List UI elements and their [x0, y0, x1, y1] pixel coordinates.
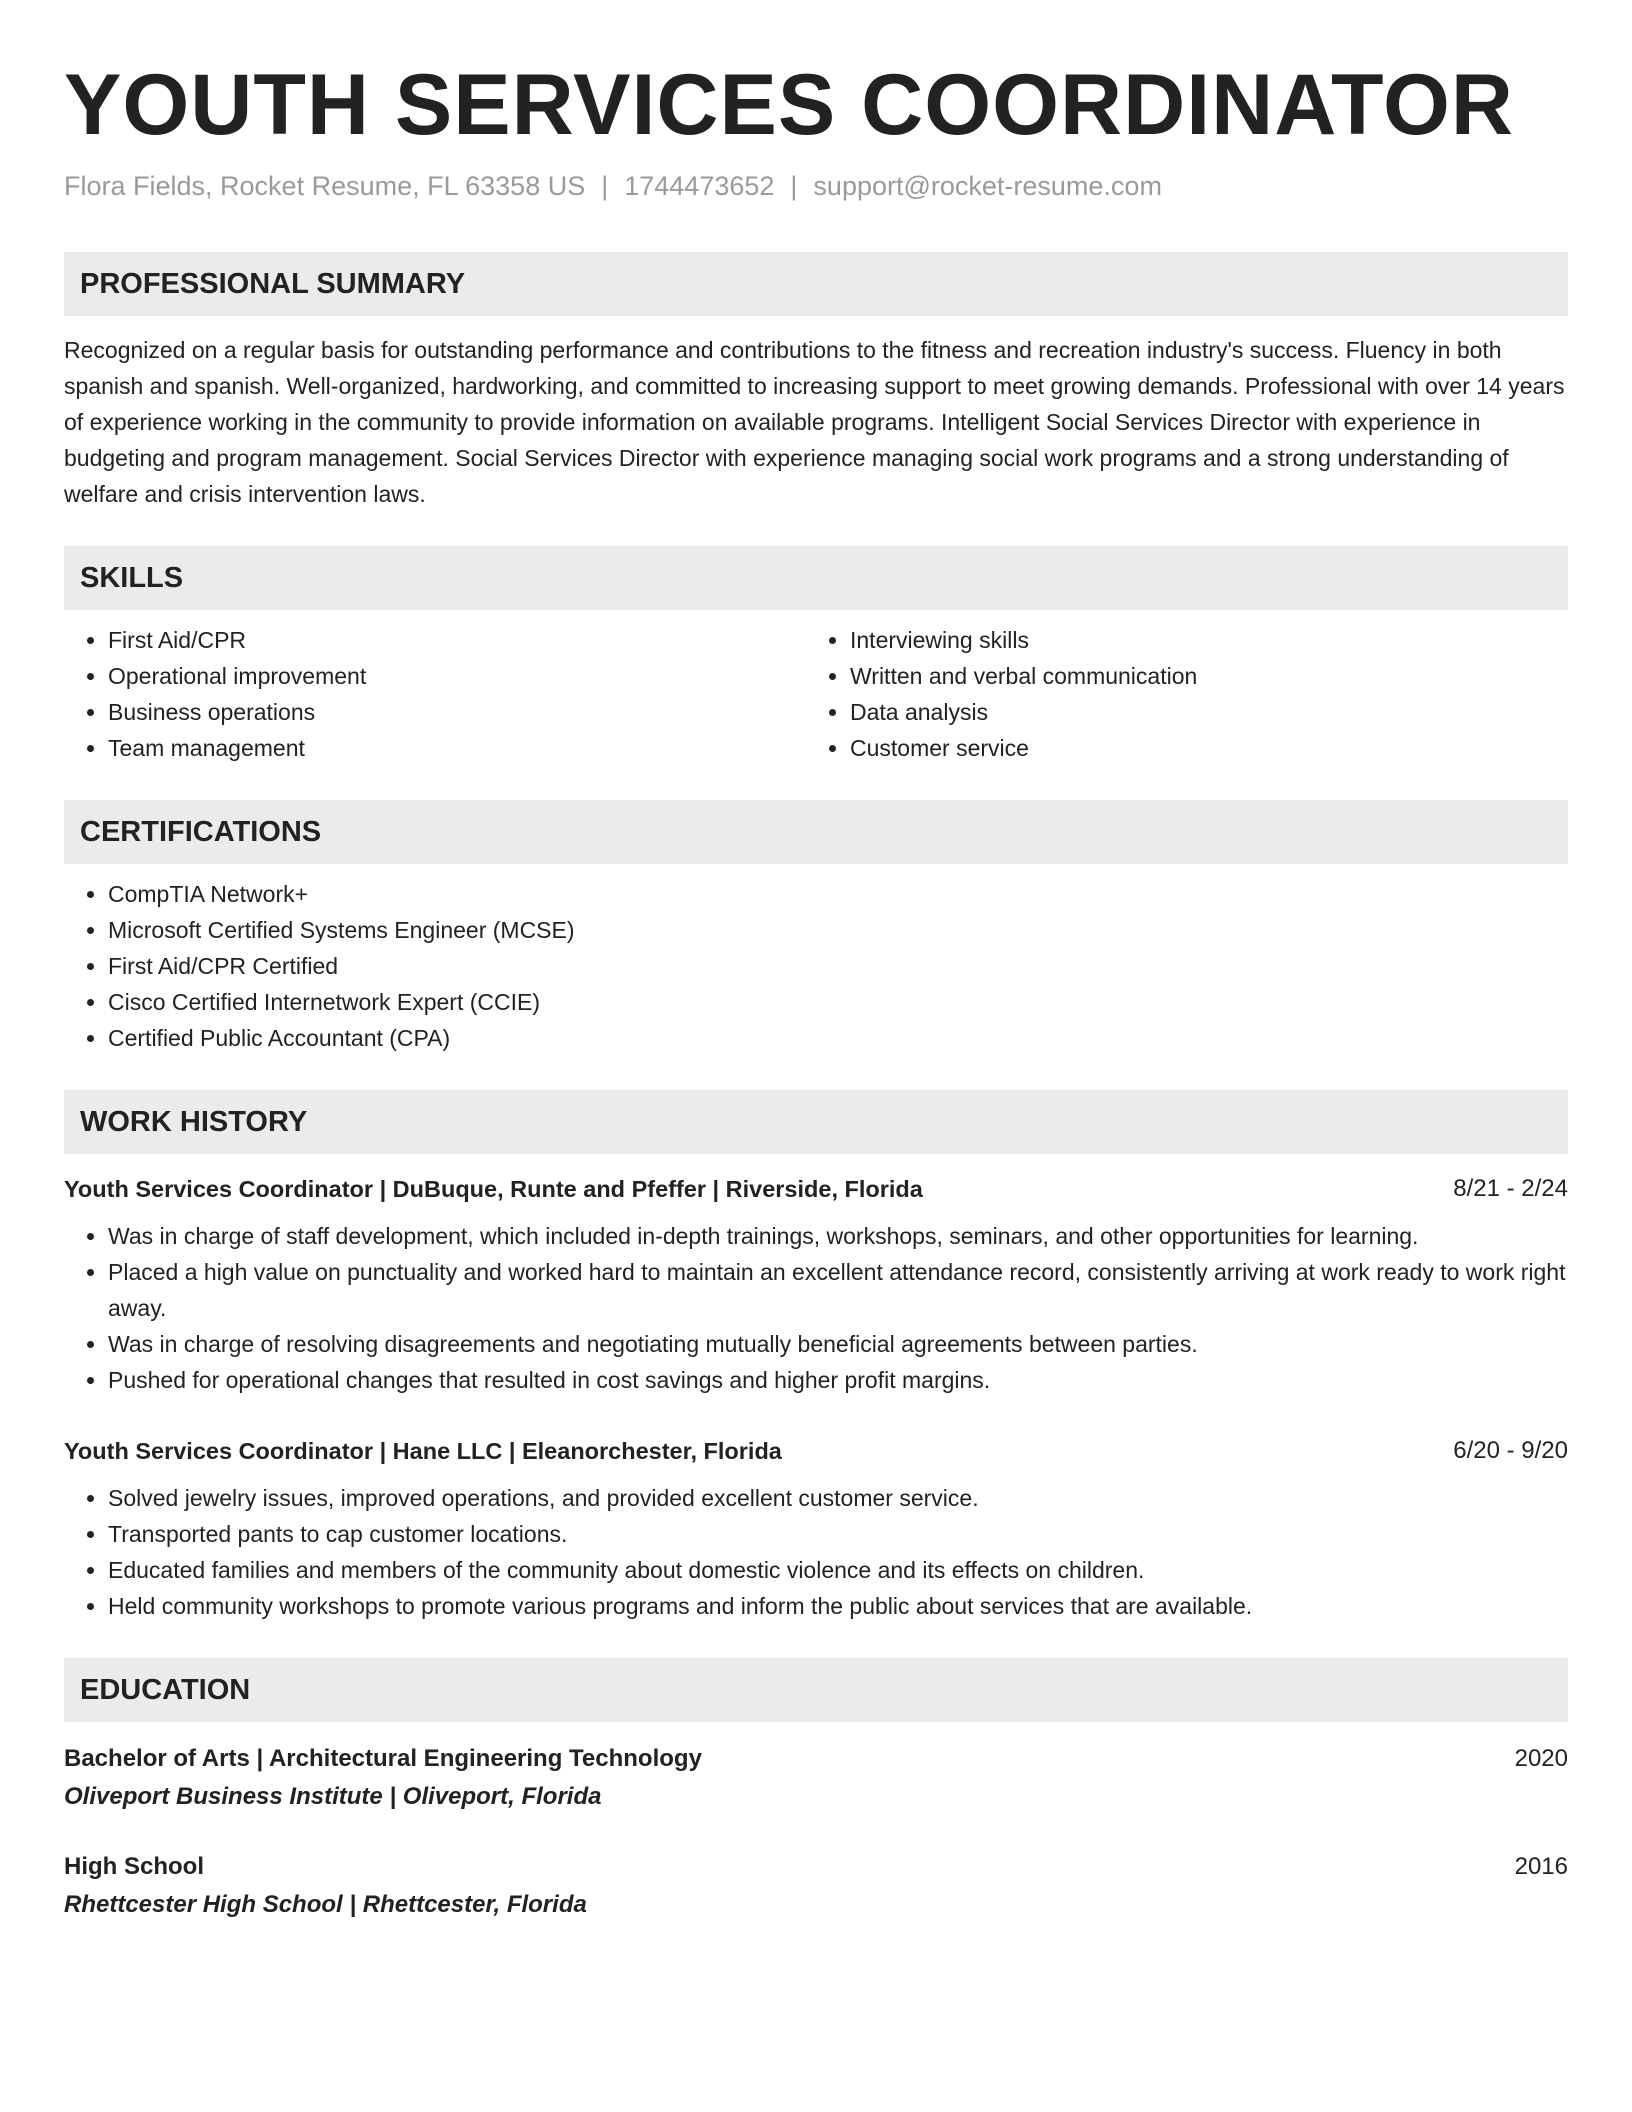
education-year: 2016 — [1514, 1853, 1568, 1880]
certification-item: • Certified Public Accountant (CPA) — [108, 1020, 1568, 1056]
job-duty: • Solved jewelry issues, improved operations, and provided excellent customer service. — [108, 1480, 1568, 1516]
education-header — [64, 1848, 1568, 1886]
contact-phone: 1744473652 — [624, 171, 775, 201]
contact-line — [64, 168, 1568, 204]
job-duty: • Educated families and members of the community about domestic violence and its effects on children. — [108, 1552, 1568, 1588]
skills-list — [64, 610, 1568, 766]
section-header-summary: PROFESSIONAL SUMMARY — [64, 252, 1568, 316]
job-dates: 8/21 - 2/24 — [1453, 1175, 1568, 1202]
job-title: Youth Services Coordinator | DuBuque, Runte and Pfeffer | Riverside, Florida — [64, 1176, 923, 1202]
skill-item: • Operational improvement — [108, 658, 806, 694]
skills-column-right — [806, 610, 1548, 766]
section-header-certifications: CERTIFICATIONS — [64, 800, 1568, 864]
job-header — [64, 1434, 1568, 1468]
job-header — [64, 1172, 1568, 1206]
resume-page — [64, 50, 1568, 1924]
job-duties-list — [64, 1218, 1568, 1398]
contact-email: support@rocket-resume.com — [813, 171, 1162, 201]
education-school: Rhettcester High School | Rhettcester, Florida — [64, 1891, 587, 1918]
education-year: 2020 — [1514, 1745, 1568, 1772]
skill-item: • First Aid/CPR — [108, 622, 806, 658]
certification-item: • First Aid/CPR Certified — [108, 948, 1568, 984]
contact-separator: | — [790, 171, 798, 201]
education-school: Oliveport Business Institute | Oliveport, Florida — [64, 1783, 602, 1810]
section-header-education: EDUCATION — [64, 1658, 1568, 1722]
job-duties-list — [64, 1480, 1568, 1624]
certification-item: • CompTIA Network+ — [108, 876, 1568, 912]
education-entry — [64, 1848, 1568, 1924]
skill-item: • Written and verbal communication — [850, 658, 1548, 694]
job-entry — [64, 1172, 1568, 1398]
contact-address: Flora Fields, Rocket Resume, FL 63358 US — [64, 171, 586, 201]
contact-separator: | — [601, 171, 609, 201]
education-degree: High School — [64, 1853, 204, 1880]
education-degree: Bachelor of Arts | Architectural Engineering Technology — [64, 1745, 702, 1772]
section-header-work-history: WORK HISTORY — [64, 1090, 1568, 1154]
job-duty: • Placed a high value on punctuality and worked hard to maintain an excellent attendance record, consistently arriving at work ready to work right away. — [108, 1254, 1568, 1326]
job-duty: • Transported pants to cap customer locations. — [108, 1516, 1568, 1552]
job-title: Youth Services Coordinator | Hane LLC | Eleanorchester, Florida — [64, 1438, 782, 1464]
skill-item: • Team management — [108, 730, 806, 766]
summary-text: Recognized on a regular basis for outstanding performance and contributions to the fitness and recreation industry's success. Fluency in both spanish and spanish. Well-organized, hardworking, and committed to increasing support to meet growing demands. Professional with over 14 years of experience working in the community to provide information on available programs. Intelligent Social Services Director with experience in budgeting and program management. Social Services Director with experience managing social work programs and a strong understanding of welfare and crisis intervention laws. — [64, 337, 1565, 507]
job-duty: • Was in charge of resolving disagreements and negotiating mutually beneficial agreements between parties. — [108, 1326, 1568, 1362]
education-entry — [64, 1740, 1568, 1816]
certification-item: • Cisco Certified Internetwork Expert (CCIE) — [108, 984, 1568, 1020]
certifications-list — [64, 876, 1568, 1056]
skills-column-left — [64, 610, 806, 766]
certification-item: • Microsoft Certified Systems Engineer (MCSE) — [108, 912, 1568, 948]
job-dates: 6/20 - 9/20 — [1453, 1437, 1568, 1464]
skill-item: • Interviewing skills — [850, 622, 1548, 658]
section-header-skills: SKILLS — [64, 546, 1568, 610]
skill-item: • Data analysis — [850, 694, 1548, 730]
skill-item: • Business operations — [108, 694, 806, 730]
job-entry — [64, 1434, 1568, 1624]
job-duty: • Held community workshops to promote various programs and inform the public about services that are available. — [108, 1588, 1568, 1624]
job-duty: • Pushed for operational changes that resulted in cost savings and higher profit margins. — [108, 1362, 1568, 1398]
education-header — [64, 1740, 1568, 1778]
job-duty: • Was in charge of staff development, which included in-depth trainings, workshops, seminars, and other opportunities for learning. — [108, 1218, 1568, 1254]
skill-item: • Customer service — [850, 730, 1548, 766]
resume-title: YOUTH SERVICES COORDINATOR — [64, 57, 1514, 153]
